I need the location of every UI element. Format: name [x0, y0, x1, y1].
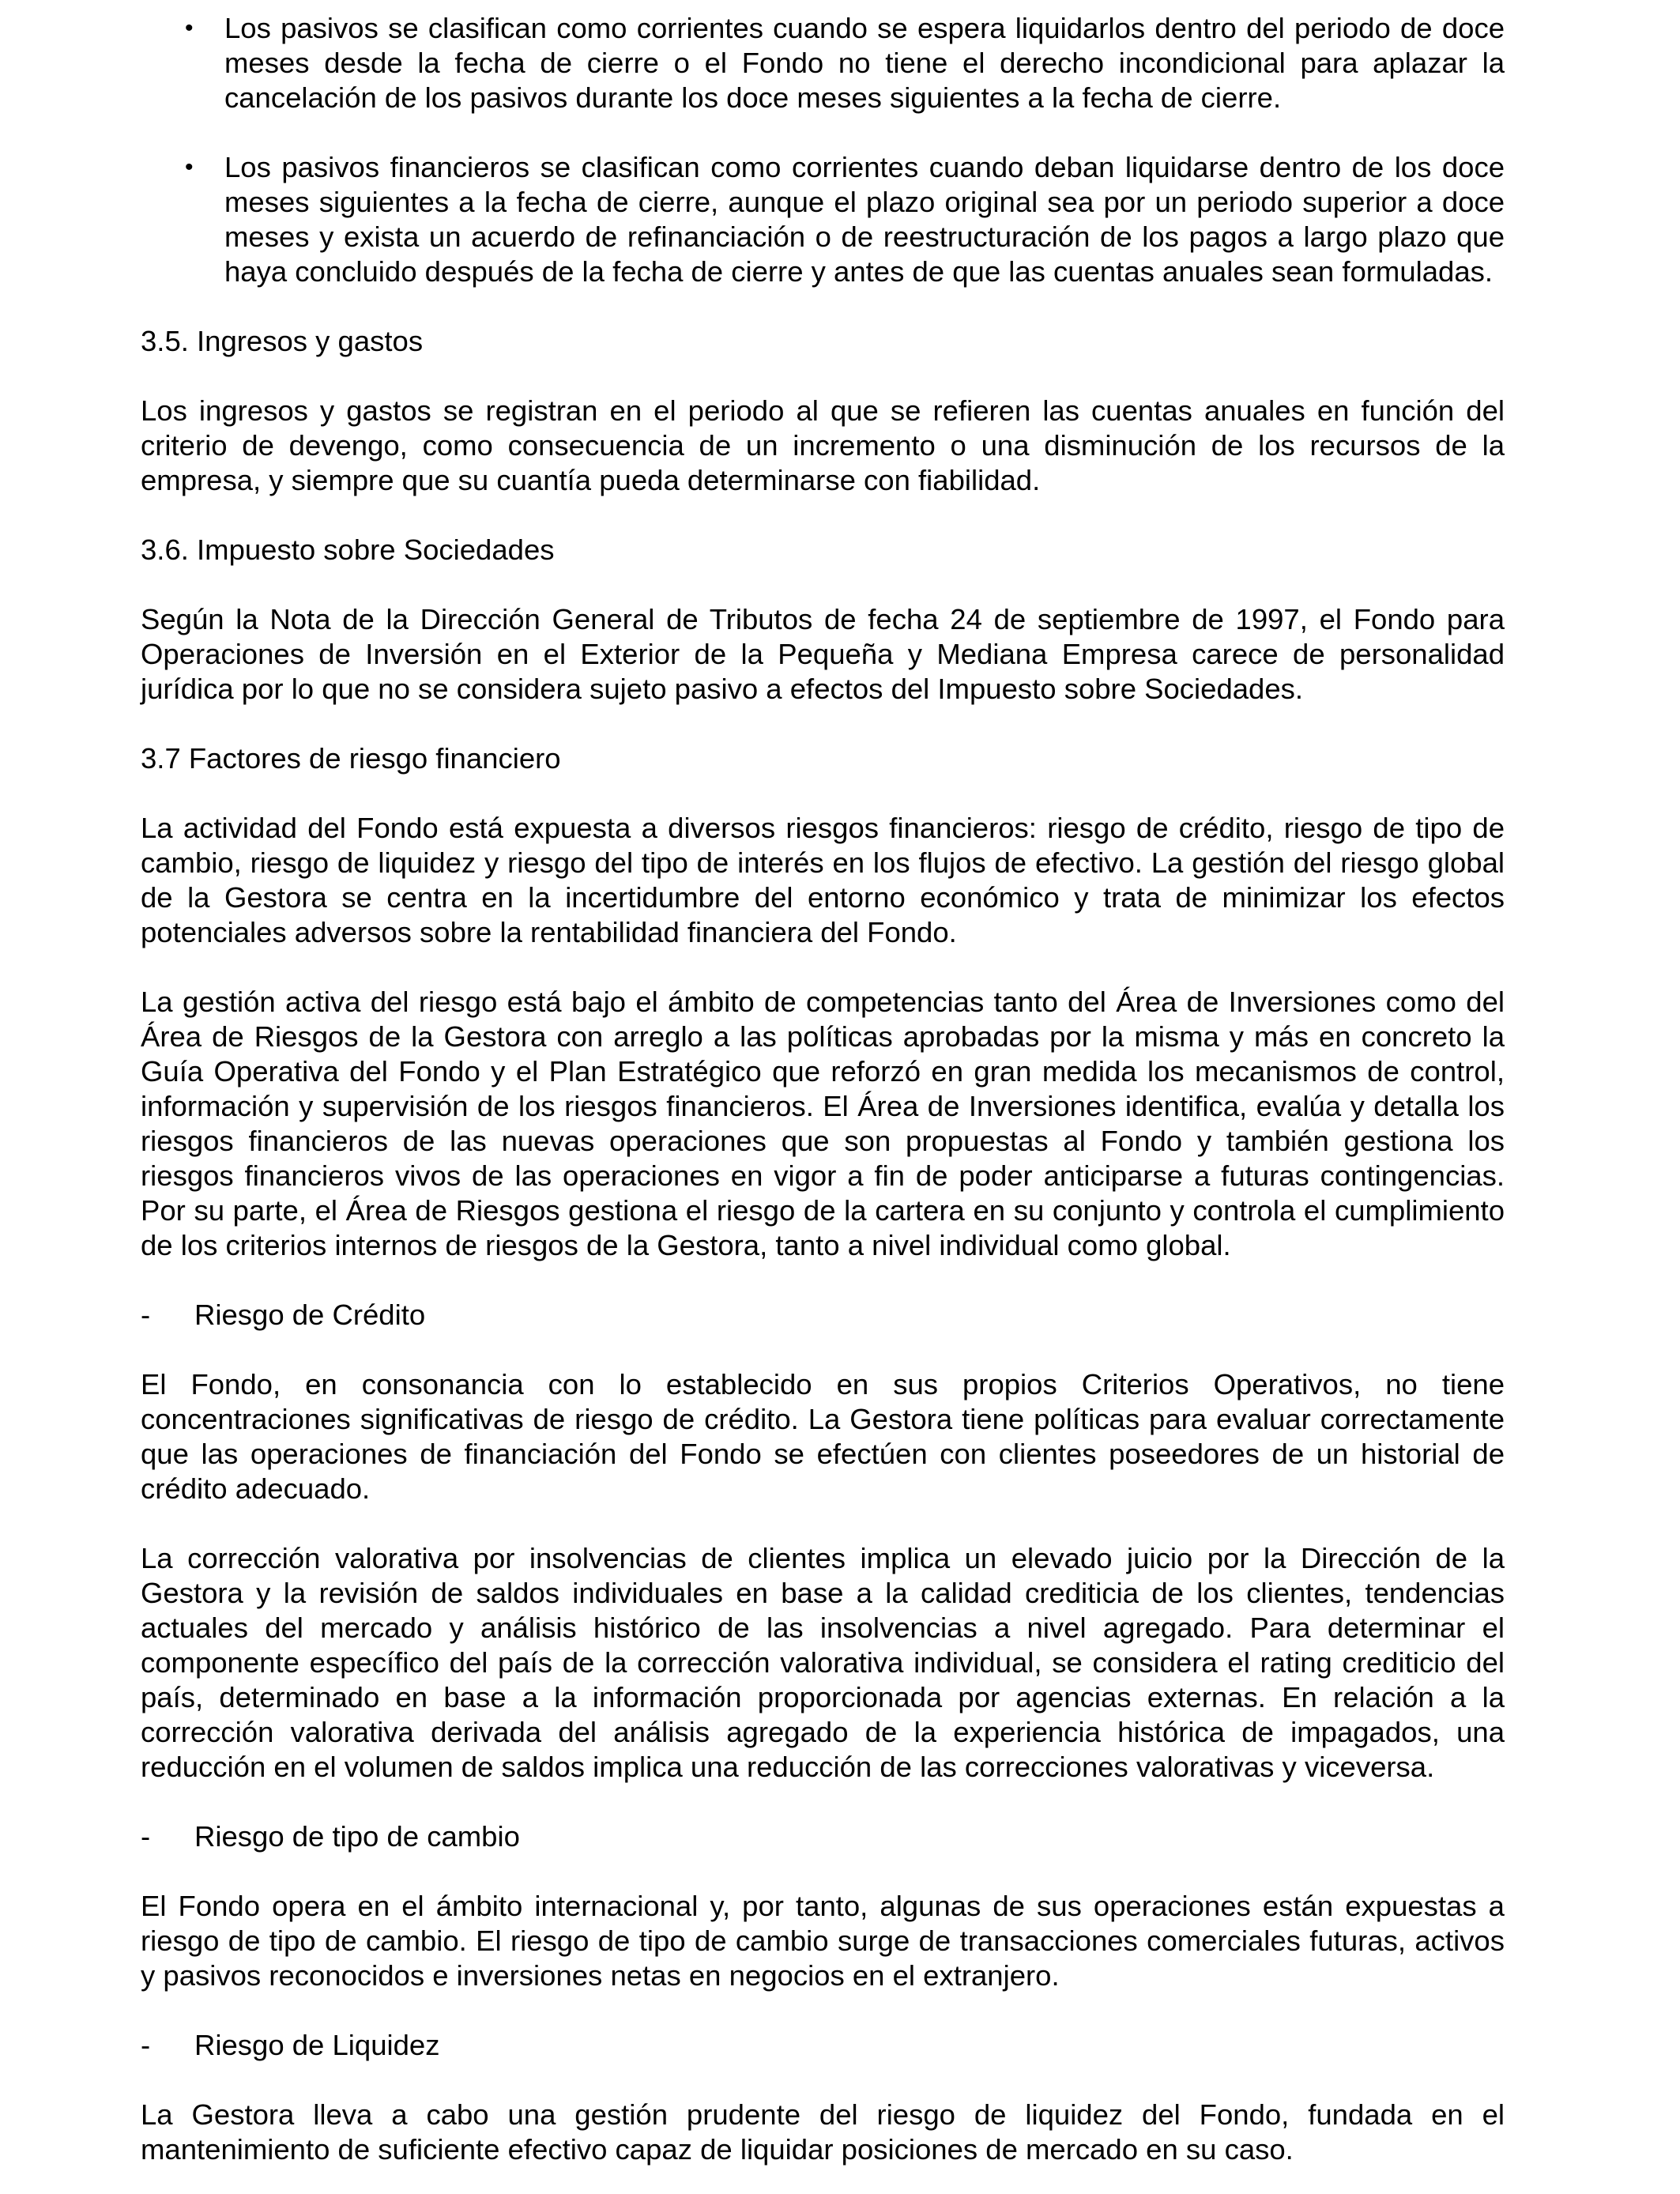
subheading-text: Riesgo de Liquidez [194, 2029, 440, 2061]
bullet-icon: • [185, 15, 194, 41]
subheading-text: Riesgo de Crédito [194, 1299, 426, 1331]
bullet-text: Los pasivos se clasifican como corrientes cuando se espera liquidarlos dentro del periodo de doce meses desde la fecha de cierre o el Fondo no tiene el derecho incondicional para aplazar la cancelación de los pasivos durante los doce meses siguientes a la fecha de cierre. [224, 12, 1505, 114]
dash-icon: - [141, 2029, 151, 2061]
paragraph-ingresos-gastos: Los ingresos y gastos se registran en el periodo al que se refieren las cuentas anuales en función del criterio de devengo, como consecuencia de un incremento o una disminución de los recursos de la empresa, y siempre que su cuantía pueda determinarse con fiabilidad. [141, 394, 1505, 496]
section-heading-ingresos-gastos: 3.5. Ingresos y gastos [141, 325, 424, 357]
paragraph-riesgo-financiero-2: La gestión activa del riesgo está bajo el ámbito de competencias tanto del Área de Inversiones como del Área de Riesgos de la Gestora con arreglo a las políticas aprobadas por la misma y más en concreto la Guía Operativa del Fondo y el Plan Estratégico que reforzó en gran medida los mecanismos de control, información y supervisión de los riesgos financieros. El Área de Inversiones identifica, evalúa y detalla los riesgos financieros de las nuevas operaciones que son propuestas al Fondo y también gestiona los riesgos financieros vivos de las operaciones en vigor a fin de poder anticiparse a futuras contingencias. Por su parte, el Área de Riesgos gestiona el riesgo de la cartera en su conjunto y controla el cumplimiento de los criterios internos de riesgos de la Gestora, tanto a nivel individual como global. [141, 986, 1505, 1261]
dash-icon: - [141, 1299, 151, 1331]
bullet-icon: • [185, 154, 194, 180]
section-heading-riesgo-financiero: 3.7 Factores de riesgo financiero [141, 742, 561, 775]
paragraph-riesgo-liquidez: La Gestora lleva a cabo una gestión prudente del riesgo de liquidez del Fondo, fundada en el mantenimiento de suficiente efectivo capaz de liquidar posiciones de mercado en su caso. [141, 2098, 1505, 2166]
bullet-item-pasivos-financieros [141, 150, 1505, 289]
subheading-text: Riesgo de tipo de cambio [194, 1820, 520, 1853]
paragraph-riesgo-tipo-cambio: El Fondo opera en el ámbito internacional y, por tanto, algunas de sus operaciones están expuestas a riesgo de tipo de cambio. El riesgo de tipo de cambio surge de transacciones comerciales futuras, activos y pasivos reconocidos e inversiones netas en negocios en el extranjero. [141, 1890, 1505, 1992]
paragraph-impuesto-sociedades: Según la Nota de la Dirección General de Tributos de fecha 24 de septiembre de 1997, el Fondo para Operaciones de Inversión en el Exterior de la Pequeña y Mediana Empresa carece de personalidad jurídica por lo que no se considera sujeto pasivo a efectos del Impuesto sobre Sociedades. [141, 603, 1505, 705]
subheading-riesgo-credito [141, 1298, 1505, 1333]
subheading-riesgo-tipo-cambio [141, 1819, 1505, 1854]
bullet-text: Los pasivos financieros se clasifican como corrientes cuando deban liquidarse dentro de los doce meses siguientes a la fecha de cierre, aunque el plazo original sea por un periodo superior a doce meses y exista un acuerdo de refinanciación o de reestructuración de los pagos a largo plazo que haya concluido después de la fecha de cierre y antes de que las cuentas anuales sean formuladas. [224, 151, 1505, 288]
dash-icon: - [141, 1820, 151, 1853]
paragraph-riesgo-credito-1: El Fondo, en consonancia con lo establecido en sus propios Criterios Operativos, no tiene concentraciones significativas de riesgo de crédito. La Gestora tiene políticas para evaluar correctamente que las operaciones de financiación del Fondo se efectúen con clientes poseedores de un historial de crédito adecuado. [141, 1368, 1505, 1505]
document-page [141, 11, 1505, 2167]
section-heading-impuesto-sociedades: 3.6. Impuesto sobre Sociedades [141, 533, 555, 566]
subheading-riesgo-liquidez [141, 2028, 1505, 2063]
paragraph-riesgo-credito-2: La corrección valorativa por insolvencias de clientes implica un elevado juicio por la Dirección de la Gestora y la revisión de saldos individuales en base a la calidad crediticia de los clientes, tendencias actuales del mercado y análisis histórico de las insolvencias a nivel agregado. Para determinar el componente específico del país de la corrección valorativa individual, se considera el rating crediticio del país, determinado en base a la información proporcionada por agencias externas. En relación a la corrección valorativa derivada del análisis agregado de la experiencia histórica de impagados, una reducción en el volumen de saldos implica una reducción de las correcciones valorativas y viceversa. [141, 1542, 1505, 1783]
paragraph-riesgo-financiero-1: La actividad del Fondo está expuesta a diversos riesgos financieros: riesgo de crédito, riesgo de tipo de cambio, riesgo de liquidez y riesgo del tipo de interés en los flujos de efectivo. La gestión del riesgo global de la Gestora se centra en la incertidumbre del entorno económico y trata de minimizar los efectos potenciales adversos sobre la rentabilidad financiera del Fondo. [141, 812, 1505, 948]
current-liabilities-bullet-list [141, 11, 1505, 289]
bullet-item-pasivos-corrientes [141, 11, 1505, 115]
